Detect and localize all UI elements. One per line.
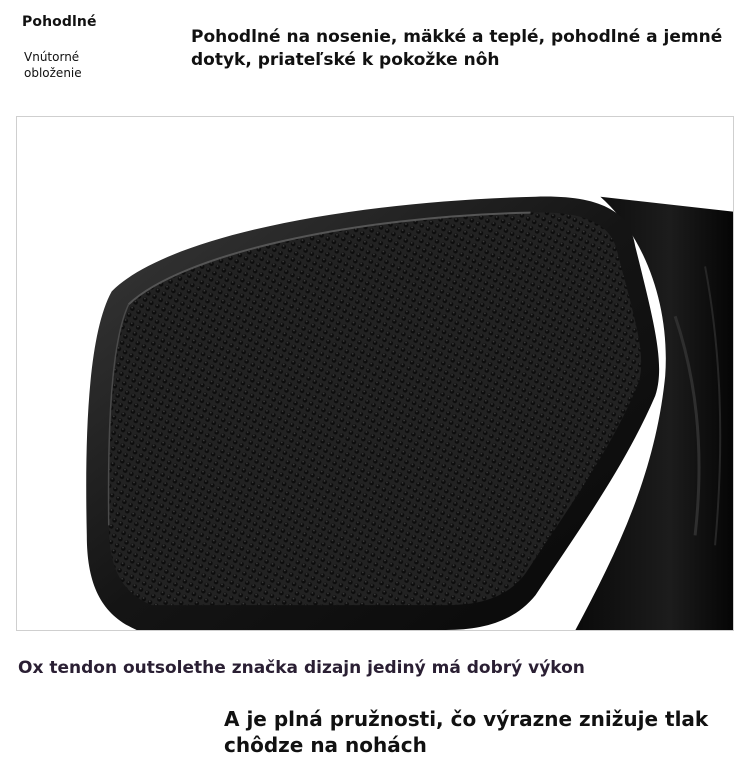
outsole-photo <box>16 116 734 631</box>
section-title: Pohodlné <box>22 14 97 30</box>
caption-outsole-brand: Ox tendon outsolethe značka dizajn jediný má dobrý výkon <box>18 658 585 678</box>
caption-elasticity: A je plná pružnosti, čo výrazne znižuje tlak chôdze na nohách <box>224 707 709 757</box>
feature-description: Pohodlné na nosenie, mäkké a teplé, pohodlné a jemné dotyk, priateľské k pokožke nôh <box>191 27 723 70</box>
boot-outsole-photo-icon <box>17 117 733 630</box>
section-subtitle: Vnútorné obloženie <box>24 50 82 80</box>
